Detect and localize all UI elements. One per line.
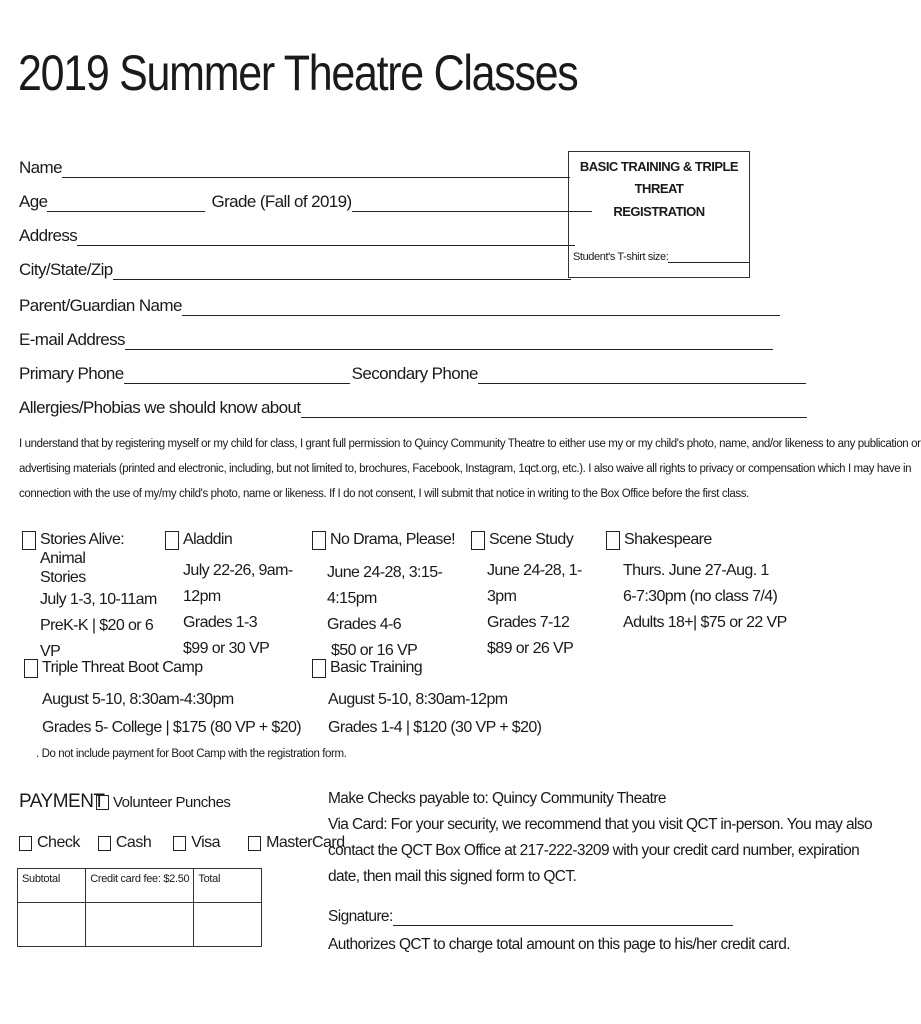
no-drama-name: No Drama, Please! xyxy=(330,531,455,548)
name-line[interactable] xyxy=(62,163,570,178)
consent-line-3: connection with the use of my/my child's photo, name or likeness. If I do not consent, I will submit that notice in writing to the Box Office before the first class. xyxy=(19,488,749,500)
page-title: 2019 Summer Theatre Classes xyxy=(18,45,578,101)
bootcamp-note: . Do not include payment for Boot Camp with the registration form. xyxy=(36,748,347,760)
parent-line[interactable] xyxy=(182,301,780,316)
cash-checkbox[interactable] xyxy=(98,836,111,851)
city-label: City/State/Zip xyxy=(19,260,113,279)
instructions-line-4: date, then mail this signed form to QCT. xyxy=(328,868,577,885)
stories-alive-name-2: Stories xyxy=(40,569,86,586)
no-drama-price: $50 or 16 VP xyxy=(331,642,418,659)
tshirt-size-line[interactable] xyxy=(668,251,749,263)
instructions-line-3: contact the QCT Box Office at 217-222-3209 with your credit card number, expiration xyxy=(328,842,860,859)
no-drama-checkbox[interactable] xyxy=(312,531,326,550)
payment-instructions xyxy=(328,786,872,890)
triple-threat-name: Triple Threat Boot Camp xyxy=(42,659,203,676)
age-line[interactable] xyxy=(47,197,205,212)
instructions-line-2: Via Card: For your security, we recommend that you visit QCT in-person. You may also xyxy=(328,816,873,833)
basic-training-checkbox[interactable] xyxy=(312,659,326,678)
aladdin-price: $99 or 30 VP xyxy=(183,640,270,657)
email-line[interactable] xyxy=(125,335,773,350)
ccfee-cell[interactable] xyxy=(86,903,194,947)
stories-alive-dates: July 1-3, 10-11am xyxy=(40,591,157,608)
cash-option[interactable] xyxy=(98,834,151,852)
stories-alive-name: Stories Alive: Animal xyxy=(40,531,125,567)
registration-box-title: BASIC TRAINING & TRIPLE THREAT xyxy=(579,159,739,196)
basic-training-dates: August 5-10, 8:30am-12pm xyxy=(328,691,508,708)
tshirt-size-field[interactable] xyxy=(573,251,749,263)
email-label: E-mail Address xyxy=(19,330,125,349)
class-stories-alive[interactable] xyxy=(22,530,167,665)
city-field[interactable] xyxy=(19,260,571,280)
aladdin-checkbox[interactable] xyxy=(165,531,179,550)
volunteer-punches-checkbox[interactable] xyxy=(96,795,109,810)
triple-threat-checkbox[interactable] xyxy=(24,659,38,678)
total-cell[interactable] xyxy=(194,903,262,947)
class-shakespeare[interactable] xyxy=(606,530,787,636)
payment-label: PAYMENT xyxy=(19,791,105,812)
primary-phone-line[interactable] xyxy=(124,369,350,384)
secondary-phone-label: Secondary Phone xyxy=(351,364,478,383)
check-label: Check xyxy=(37,834,80,851)
name-label: Name xyxy=(19,158,62,177)
parent-label: Parent/Guardian Name xyxy=(19,296,182,315)
shakespeare-name: Shakespeare xyxy=(624,531,712,548)
shakespeare-checkbox[interactable] xyxy=(606,531,620,550)
address-label: Address xyxy=(19,226,78,245)
volunteer-punches-option[interactable] xyxy=(96,794,230,811)
aladdin-grades: Grades 1-3 xyxy=(183,614,258,631)
grade-line[interactable] xyxy=(352,197,592,212)
class-no-drama[interactable] xyxy=(312,530,462,664)
signature-field[interactable] xyxy=(328,908,733,926)
phone-field[interactable] xyxy=(19,364,806,384)
shakespeare-dates: Thurs. June 27-Aug. 1 xyxy=(623,562,769,579)
visa-label: Visa xyxy=(191,834,221,851)
scene-study-dates: June 24-28, 1-3pm xyxy=(487,562,582,605)
email-field[interactable] xyxy=(19,330,773,350)
aladdin-dates: July 22-26, 9am-12pm xyxy=(183,562,293,605)
scene-study-price: $89 or 26 VP xyxy=(487,640,574,657)
subtotal-cell[interactable] xyxy=(18,903,86,947)
basic-training-grades: Grades 1-4 | $120 (30 VP + $20) xyxy=(328,719,542,736)
age-label: Age xyxy=(19,192,48,211)
visa-option[interactable] xyxy=(173,834,220,852)
consent-paragraph xyxy=(19,432,921,507)
city-line[interactable] xyxy=(113,265,571,280)
registration-box-subtitle: REGISTRATION xyxy=(613,204,705,219)
visa-checkbox[interactable] xyxy=(173,836,186,851)
grade-label: Grade (Fall of 2019) xyxy=(211,192,352,211)
ccfee-header: Credit card fee: $2.50 xyxy=(86,869,194,903)
consent-line-2: advertising materials (printed and electronic, including, but not limited to, brochures, Facebook, Instagram, 1qct.org, etc.). I also waive all rights to privacy or compensation which I may have in xyxy=(19,463,912,475)
camp-basic-training[interactable] xyxy=(312,658,572,742)
stories-alive-checkbox[interactable] xyxy=(22,531,36,550)
basic-training-name: Basic Training xyxy=(330,659,423,676)
mastercard-checkbox[interactable] xyxy=(248,836,261,851)
subtotal-header: Subtotal xyxy=(18,869,86,903)
shakespeare-price: Adults 18+| $75 or 22 VP xyxy=(623,614,787,631)
signature-line[interactable] xyxy=(393,911,733,926)
secondary-phone-line[interactable] xyxy=(478,369,806,384)
triple-threat-grades: Grades 5- College | $175 (80 VP + $20) xyxy=(42,719,302,736)
payment-methods xyxy=(19,834,345,852)
cash-label: Cash xyxy=(115,834,152,851)
camp-triple-threat[interactable] xyxy=(24,658,304,742)
totals-table xyxy=(17,868,262,947)
class-scene-study[interactable] xyxy=(471,530,601,662)
stories-alive-grades: PreK-K | $20 or 6 VP xyxy=(40,617,154,660)
signature-label: Signature: xyxy=(328,908,393,925)
name-field[interactable] xyxy=(19,158,570,178)
scene-study-name: Scene Study xyxy=(489,531,574,548)
scene-study-grades: Grades 7-12 xyxy=(487,614,570,631)
shakespeare-times: 6-7:30pm (no class 7/4) xyxy=(623,588,778,605)
volunteer-punches-label: Volunteer Punches xyxy=(113,794,231,811)
class-aladdin[interactable] xyxy=(165,530,305,662)
registration-box xyxy=(568,151,750,278)
tshirt-size-label: Student's T-shirt size: xyxy=(573,251,669,263)
allergies-label: Allergies/Phobias we should know about xyxy=(19,398,301,417)
total-header: Total xyxy=(194,869,262,903)
primary-phone-label: Primary Phone xyxy=(19,364,124,383)
aladdin-name: Aladdin xyxy=(183,531,233,548)
triple-threat-dates: August 5-10, 8:30am-4:30pm xyxy=(42,691,234,708)
age-field[interactable] xyxy=(19,192,592,212)
mastercard-label: MasterCard xyxy=(266,834,345,851)
address-line[interactable] xyxy=(77,231,575,246)
instructions-line-1: Make Checks payable to: Quincy Community Theatre xyxy=(328,790,666,807)
allergies-line[interactable] xyxy=(301,403,807,418)
scene-study-checkbox[interactable] xyxy=(471,531,485,550)
allergies-field[interactable] xyxy=(19,398,807,418)
parent-field[interactable] xyxy=(19,296,780,316)
check-option[interactable] xyxy=(19,834,80,852)
check-checkbox[interactable] xyxy=(19,836,32,851)
no-drama-grades: Grades 4-6 xyxy=(327,616,402,633)
address-field[interactable] xyxy=(19,226,575,246)
authorization-text: Authorizes QCT to charge total amount on this page to his/her credit card. xyxy=(328,936,790,953)
no-drama-dates: June 24-28, 3:15-4:15pm xyxy=(327,564,443,607)
consent-line-1: I understand that by registering myself or my child for class, I grant full permission to Quincy Community Theatre to either use my or my child's photo, name, and/or likeness to any publication or xyxy=(19,438,921,450)
